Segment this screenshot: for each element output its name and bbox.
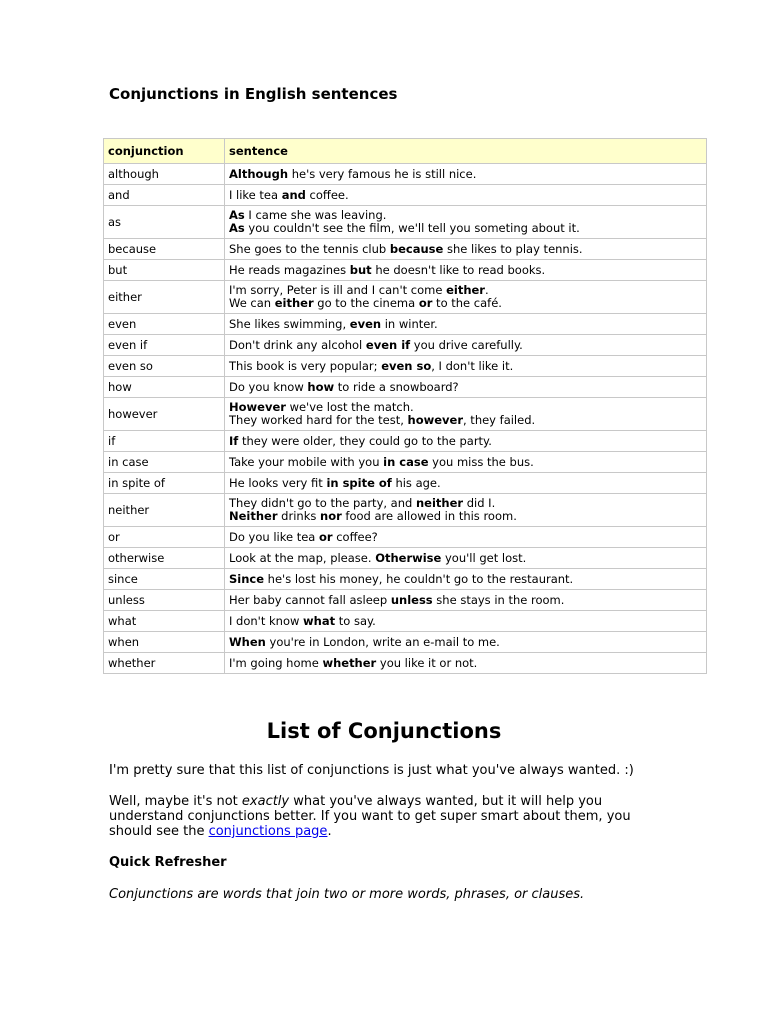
conjunction-cell: in case: [104, 452, 225, 473]
conjunction-cell: if: [104, 431, 225, 452]
sentence-cell: [225, 239, 707, 260]
table-row: [104, 164, 707, 185]
conjunction-highlight: even if: [365, 337, 411, 352]
column-header-conjunction: conjunction: [104, 139, 225, 164]
sentence-line: [229, 360, 702, 373]
conjunction-highlight: what: [303, 613, 336, 628]
table-row: [104, 335, 707, 356]
conjunction-highlight: neither: [415, 496, 464, 510]
sentence-line: [229, 636, 702, 649]
emphasis-exactly: exactly: [241, 794, 290, 809]
table-row: [104, 431, 707, 452]
sentence-text: I like tea: [229, 187, 282, 202]
table-row: [104, 260, 707, 281]
conjunction-cell: because: [104, 239, 225, 260]
sentence-text: Look at the map, please.: [229, 550, 376, 565]
conjunction-highlight: either: [446, 283, 485, 297]
sentence-text: you drive carefully.: [410, 337, 523, 352]
table-row: [104, 185, 707, 206]
sentence-text: you miss the bus.: [428, 454, 534, 469]
conjunction-highlight: either: [274, 296, 314, 310]
sentence-cell: [225, 548, 707, 569]
conjunction-highlight: because: [389, 241, 444, 256]
sentence-text: go to the cinema: [313, 296, 419, 310]
sentence-text: coffee?: [332, 529, 378, 544]
sentence-cell: [225, 356, 707, 377]
conjunction-highlight: or: [418, 296, 433, 310]
sentence-text: coffee.: [305, 187, 349, 202]
table-row: [104, 569, 707, 590]
conjunction-highlight: Neither: [229, 509, 278, 523]
table-row: [104, 590, 707, 611]
conjunction-highlight: If: [229, 433, 239, 448]
table-row: [104, 632, 707, 653]
conjunction-highlight: or: [319, 529, 333, 544]
conjunction-cell: and: [104, 185, 225, 206]
sentence-text: they were older, they could go to the party.: [238, 433, 492, 448]
sentence-text: Do you know: [229, 379, 308, 394]
sentence-line: [229, 657, 702, 670]
conjunction-cell: in spite of: [104, 473, 225, 494]
intro-paragraph: I'm pretty sure that this list of conjunctions is just what you've always wanted. :): [109, 763, 634, 778]
conjunction-cell: as: [104, 206, 225, 239]
section-title: List of Conjunctions: [266, 719, 502, 743]
sentence-text: Do you like tea: [229, 529, 319, 544]
sentence-text: she likes to play tennis.: [443, 241, 583, 256]
sentence-text: .: [484, 283, 489, 297]
sentence-cell: [225, 206, 707, 239]
sentence-text: He looks very fit: [229, 475, 327, 490]
sentence-cell: [225, 473, 707, 494]
sentence-text: He reads magazines: [229, 262, 350, 277]
explanation-text-c: .: [327, 824, 332, 839]
conjunction-highlight: whether: [322, 655, 377, 670]
sentence-cell: [225, 431, 707, 452]
table-row: [104, 377, 707, 398]
conjunction-highlight: how: [307, 379, 335, 394]
sentence-text: food are allowed in this room.: [341, 509, 517, 523]
sentence-cell: [225, 398, 707, 431]
sentence-cell: [225, 494, 707, 527]
sentence-cell: [225, 653, 707, 674]
conjunction-highlight: even: [349, 316, 382, 331]
sentence-cell: [225, 569, 707, 590]
conjunction-cell: when: [104, 632, 225, 653]
sentence-line: [229, 594, 702, 607]
sentence-cell: [225, 335, 707, 356]
conjunction-cell: since: [104, 569, 225, 590]
conjunction-cell: even: [104, 314, 225, 335]
sentence-line: [229, 168, 702, 181]
conjunction-cell: neither: [104, 494, 225, 527]
conjunction-cell: unless: [104, 590, 225, 611]
table-row: [104, 611, 707, 632]
table-row: [104, 239, 707, 260]
table-row: [104, 356, 707, 377]
sentence-text: This book is very popular;: [229, 358, 382, 373]
conjunction-highlight: Otherwise: [375, 550, 442, 565]
conjunction-cell: either: [104, 281, 225, 314]
conjunction-highlight: When: [229, 634, 266, 649]
table-body: [104, 164, 707, 674]
sentence-text: drinks: [277, 509, 321, 523]
conjunction-highlight: nor: [320, 509, 342, 523]
conjunction-cell: what: [104, 611, 225, 632]
sentence-text: did I.: [463, 496, 496, 510]
sentence-cell: [225, 611, 707, 632]
conjunction-highlight: even so: [381, 358, 432, 373]
sentence-line: [229, 264, 702, 277]
conjunction-highlight: in case: [383, 454, 429, 469]
sentence-text: to say.: [335, 613, 376, 628]
sentence-cell: [225, 281, 707, 314]
explanation-paragraph: [109, 794, 649, 839]
conjunction-cell: even so: [104, 356, 225, 377]
sentence-cell: [225, 632, 707, 653]
sentence-text: you're in London, write an e-mail to me.: [265, 634, 500, 649]
conjunction-cell: whether: [104, 653, 225, 674]
sentence-cell: [225, 164, 707, 185]
conjunction-highlight: in spite of: [326, 475, 392, 490]
quick-refresher-heading: Quick Refresher: [109, 855, 227, 870]
sentence-line: [229, 381, 702, 394]
sentence-line: [229, 531, 702, 544]
sentence-cell: [225, 452, 707, 473]
conjunction-highlight: As: [229, 208, 245, 222]
conjunction-cell: but: [104, 260, 225, 281]
table-row: [104, 473, 707, 494]
conjunction-highlight: However: [229, 400, 286, 414]
conjunction-highlight: but: [349, 262, 372, 277]
sentence-line: [229, 615, 702, 628]
sentence-text: you'll get lost.: [441, 550, 527, 565]
sentence-text: , I don't like it.: [431, 358, 514, 373]
sentence-text: I don't know: [229, 613, 304, 628]
sentence-text: We can: [229, 296, 275, 310]
sentence-line: [229, 573, 702, 586]
conjunction-highlight: Since: [229, 571, 265, 586]
table-row: [104, 548, 707, 569]
sentence-text: She goes to the tennis club: [229, 241, 390, 256]
explanation-text-b: what you've always wanted, but it will help you understand conjunctions better. If you want to get super smart about them, you should see the: [109, 794, 631, 839]
sentence-line: [229, 318, 702, 331]
sentence-line: [229, 552, 702, 565]
sentence-text: I'm sorry, Peter is ill and I can't come: [229, 283, 447, 297]
table-row: [104, 527, 707, 548]
sentence-line: [229, 222, 702, 235]
sentence-text: he's very famous he is still nice.: [288, 166, 477, 181]
sentence-text: I came she was leaving.: [244, 208, 387, 222]
sentence-line: [229, 435, 702, 448]
sentence-cell: [225, 314, 707, 335]
sentence-cell: [225, 590, 707, 611]
sentence-line: [229, 189, 702, 202]
conjunction-highlight: unless: [390, 592, 433, 607]
explanation-text-a: Well, maybe it's not: [109, 794, 242, 809]
sentence-line: [229, 510, 702, 523]
sentence-line: [229, 243, 702, 256]
table-row: [104, 314, 707, 335]
conjunction-cell: how: [104, 377, 225, 398]
conjunctions-page-link[interactable]: conjunctions page: [208, 824, 328, 839]
sentence-line: [229, 456, 702, 469]
table-row: [104, 206, 707, 239]
sentence-text: , they failed.: [463, 413, 536, 427]
conjunction-highlight: As: [229, 221, 245, 235]
conjunction-cell: otherwise: [104, 548, 225, 569]
conjunction-highlight: however: [407, 413, 463, 427]
sentence-text: his age.: [391, 475, 441, 490]
sentence-text: in winter.: [381, 316, 438, 331]
table-header-row: [104, 139, 707, 164]
sentence-text: to ride a snowboard?: [334, 379, 459, 394]
definition-text: Conjunctions are words that join two or more words, phrases, or clauses.: [109, 887, 585, 902]
conjunction-cell: or: [104, 527, 225, 548]
conjunction-highlight: Although: [229, 166, 289, 181]
conjunction-highlight: and: [281, 187, 306, 202]
conjunction-cell: however: [104, 398, 225, 431]
sentence-text: I'm going home: [229, 655, 323, 670]
sentence-line: [229, 297, 702, 310]
table-row: [104, 281, 707, 314]
sentence-text: They didn't go to the party, and: [229, 496, 416, 510]
sentence-text: he's lost his money, he couldn't go to the restaurant.: [264, 571, 574, 586]
table-row: [104, 494, 707, 527]
conjunction-cell: although: [104, 164, 225, 185]
conjunctions-table: [103, 138, 707, 674]
sentence-cell: [225, 185, 707, 206]
sentence-text: Her baby cannot fall asleep: [229, 592, 391, 607]
sentence-text: he doesn't like to read books.: [371, 262, 546, 277]
sentence-text: she stays in the room.: [432, 592, 565, 607]
sentence-text: to the café.: [432, 296, 502, 310]
sentence-cell: [225, 527, 707, 548]
sentence-line: [229, 414, 702, 427]
sentence-cell: [225, 260, 707, 281]
conjunction-cell: even if: [104, 335, 225, 356]
sentence-text: They worked hard for the test,: [229, 413, 408, 427]
page-title: Conjunctions in English sentences: [109, 85, 398, 103]
sentence-text: you couldn't see the film, we'll tell you someting about it.: [244, 221, 580, 235]
column-header-sentence: sentence: [225, 139, 707, 164]
sentence-text: you like it or not.: [376, 655, 478, 670]
table-row: [104, 452, 707, 473]
sentence-text: Don't drink any alcohol: [229, 337, 366, 352]
sentence-line: [229, 477, 702, 490]
sentence-text: She likes swimming,: [229, 316, 350, 331]
table-row: [104, 398, 707, 431]
table-row: [104, 653, 707, 674]
sentence-text: we've lost the match.: [285, 400, 414, 414]
sentence-line: [229, 339, 702, 352]
sentence-text: Take your mobile with you: [229, 454, 384, 469]
sentence-cell: [225, 377, 707, 398]
